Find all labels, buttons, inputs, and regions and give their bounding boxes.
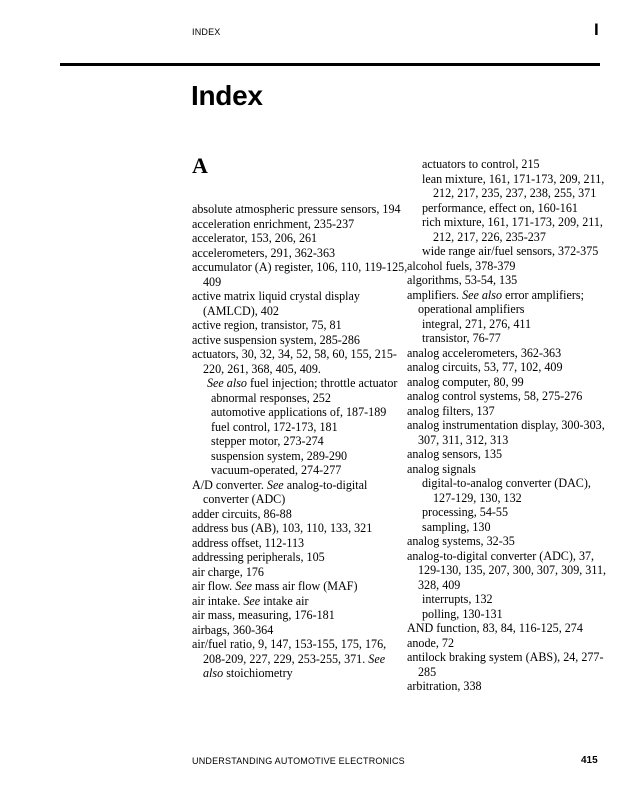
- index-entry: [407, 389, 607, 404]
- index-entry-text: A/D converter.: [192, 477, 267, 492]
- index-entry-text: analog instrumentation display, 300-303, 307, 311, 312, 313: [407, 418, 605, 447]
- index-entry: [192, 333, 408, 348]
- index-entry-text: air/fuel ratio, 9, 147, 153-155, 175, 176, 208-209, 227, 229, 253-255, 371.: [192, 637, 387, 666]
- index-entry-text: acceleration enrichment, 235-237: [192, 216, 355, 231]
- index-entry: [192, 565, 408, 580]
- index-column-left: [192, 202, 408, 681]
- index-entry-text: abnormal responses, 252: [211, 390, 331, 405]
- index-entry: [407, 157, 607, 172]
- index-entry: [407, 621, 607, 636]
- index-entry: [407, 418, 607, 447]
- index-entry: [192, 217, 408, 232]
- index-entry-text: absolute atmospheric pressure sensors, 194: [192, 202, 401, 216]
- index-entry-text: fuel injection; throttle actuator: [246, 376, 398, 390]
- index-entry: [407, 592, 607, 607]
- page-title: Index: [191, 80, 263, 111]
- index-entry-text: active region, transistor, 75, 81: [192, 318, 342, 332]
- index-entry-text: analog accelerometers, 362-363: [407, 345, 562, 360]
- index-entry-text: analog-to-digital converter (ADC), 37, 129-130, 135, 207, 300, 307, 309, 311, 328, 409: [407, 548, 607, 592]
- index-entry-text: analog-to-digital converter (ADC): [203, 477, 368, 506]
- index-entry-text: address offset, 112-113: [192, 535, 305, 550]
- cross-reference-label: See: [243, 593, 261, 608]
- index-entry-text: transistor, 76-77: [422, 331, 501, 345]
- index-entry: [192, 478, 408, 507]
- index-entry: [192, 608, 408, 623]
- index-entry-text: analog circuits, 53, 77, 102, 409: [407, 360, 563, 374]
- index-entry: [407, 404, 607, 419]
- index-entry: [192, 231, 408, 246]
- index-entry-text: intake air: [260, 593, 309, 608]
- index-entry: [192, 521, 408, 536]
- index-entry-text: active suspension system, 285-286: [192, 332, 360, 347]
- index-entry: [407, 607, 607, 622]
- cross-reference-label: See also: [207, 376, 247, 390]
- index-entry: [192, 246, 408, 261]
- index-entry: [192, 434, 408, 449]
- index-entry-text: performance, effect on, 160-161: [422, 200, 578, 215]
- index-entry: [407, 534, 607, 549]
- cross-reference-label: See: [235, 579, 253, 593]
- index-entry: [407, 679, 607, 694]
- index-entry-text: algorithms, 53-54, 135: [407, 273, 518, 287]
- index-entry: [407, 549, 607, 593]
- index-entry-text: stoichiometry: [223, 666, 293, 680]
- index-entry-text: digital-to-analog converter (DAC), 127-129, 130, 132: [422, 476, 591, 505]
- index-entry: [407, 201, 607, 216]
- index-column-right: [407, 157, 607, 694]
- index-entry-text: analog systems, 32-35: [407, 534, 515, 548]
- index-entry-text: airbags, 360-364: [192, 622, 274, 637]
- index-entry: [407, 476, 607, 505]
- index-entry-text: accelerometers, 291, 362-363: [192, 245, 336, 260]
- index-entry-text: analog signals: [407, 461, 476, 476]
- index-entry: [407, 636, 607, 651]
- index-entry: [407, 505, 607, 520]
- index-entry-text: air mass, measuring, 176-181: [192, 608, 335, 622]
- index-entry: [407, 462, 607, 477]
- index-entry-text: fuel control, 172-173, 181: [211, 419, 338, 434]
- index-entry-text: actuators, 30, 32, 34, 52, 58, 60, 155, 215-220, 261, 368, 405, 409.: [192, 347, 397, 376]
- index-entry: [407, 215, 607, 244]
- index-entry-text: interrupts, 132: [422, 592, 493, 606]
- index-entry: [192, 202, 408, 217]
- index-entry-text: AND function, 83, 84, 116-125, 274: [407, 621, 583, 635]
- index-entry: [407, 520, 607, 535]
- index-entry-text: arbitration, 338: [407, 679, 482, 693]
- index-entry: [407, 288, 607, 317]
- index-entry-text: analog filters, 137: [407, 403, 495, 418]
- index-entry: [407, 259, 607, 274]
- running-header: INDEX: [192, 27, 221, 37]
- index-entry: [192, 536, 408, 551]
- index-entry: [407, 172, 607, 201]
- index-entry-text: wide range air/fuel sensors, 372-375: [422, 244, 599, 258]
- index-entry-text: accumulator (A) register, 106, 110, 119-125, 409: [192, 260, 408, 289]
- index-entry-text: anode, 72: [407, 635, 455, 650]
- index-entry: [192, 463, 408, 478]
- index-entry: [192, 420, 408, 435]
- index-entry: [192, 449, 408, 464]
- index-entry: [407, 375, 607, 390]
- cross-reference-label: See: [266, 477, 284, 492]
- index-entry: [407, 273, 607, 288]
- index-entry-text: actuators to control, 215: [422, 157, 540, 171]
- index-entry-text: amplifiers.: [407, 287, 463, 302]
- index-entry: [407, 317, 607, 332]
- index-entry: [407, 244, 607, 259]
- index-entry-text: suspension system, 289-290: [211, 448, 348, 463]
- index-entry-text: processing, 54-55: [422, 505, 508, 519]
- index-entry: [192, 507, 408, 522]
- index-entry-text: analog control systems, 58, 275-276: [407, 389, 583, 403]
- index-entry: [192, 579, 408, 594]
- index-entry: [192, 376, 408, 391]
- chapter-tab-letter: I: [594, 20, 599, 39]
- index-entry: [407, 447, 607, 462]
- index-entry-text: polling, 130-131: [422, 606, 503, 621]
- index-entry: [192, 260, 408, 289]
- index-entry-text: integral, 271, 276, 411: [422, 316, 532, 331]
- index-entry-text: addressing peripherals, 105: [192, 550, 325, 564]
- index-entry-text: active matrix liquid crystal display (AMLCD), 402: [192, 289, 360, 318]
- index-entry-text: accelerator, 153, 206, 261: [192, 231, 318, 245]
- index-entry-text: mass air flow (MAF): [252, 579, 358, 593]
- index-entry-text: address bus (AB), 103, 110, 133, 321: [192, 521, 373, 535]
- index-entry-text: air charge, 176: [192, 564, 264, 579]
- index-entry: [192, 623, 408, 638]
- index-entry: [192, 550, 408, 565]
- index-entry: [407, 346, 607, 361]
- page-number: 415: [581, 755, 598, 766]
- index-entry-text: analog computer, 80, 99: [407, 374, 524, 389]
- cross-reference-label: See also: [462, 287, 503, 302]
- index-entry-text: adder circuits, 86-88: [192, 506, 292, 521]
- index-entry: [407, 331, 607, 346]
- index-entry-text: alcohol fuels, 378-379: [407, 258, 516, 273]
- index-entry: [192, 391, 408, 406]
- index-entry-text: air intake.: [192, 593, 244, 608]
- index-entry-text: rich mixture, 161, 171-173, 209, 211, 212, 217, 226, 235-237: [422, 215, 603, 244]
- index-entry: [192, 289, 408, 318]
- index-entry: [407, 650, 607, 679]
- section-letter-heading: A: [192, 153, 208, 178]
- index-entry-text: vacuum-operated, 274-277: [211, 463, 342, 477]
- cross-reference-label: See also: [203, 651, 386, 680]
- index-entry: [192, 347, 408, 376]
- index-entry-text: sampling, 130: [422, 519, 491, 534]
- index-entry-text: automotive applications of, 187-189: [211, 405, 387, 419]
- index-entry: [192, 637, 408, 681]
- index-entry: [192, 318, 408, 333]
- running-footer: UNDERSTANDING AUTOMOTIVE ELECTRONICS: [192, 756, 405, 766]
- index-entry-text: error amplifiers; operational amplifiers: [418, 287, 584, 316]
- index-entry: [192, 405, 408, 420]
- index-entry-text: analog sensors, 135: [407, 447, 503, 461]
- index-entry-text: lean mixture, 161, 171-173, 209, 211, 212, 217, 235, 237, 238, 255, 371: [422, 171, 605, 200]
- header-rule: [60, 63, 600, 66]
- index-entry: [407, 360, 607, 375]
- index-entry-text: stepper motor, 273-274: [211, 434, 324, 448]
- index-entry: [192, 594, 408, 609]
- index-entry-text: air flow.: [192, 579, 236, 593]
- index-entry-text: antilock braking system (ABS), 24, 277-285: [407, 650, 604, 679]
